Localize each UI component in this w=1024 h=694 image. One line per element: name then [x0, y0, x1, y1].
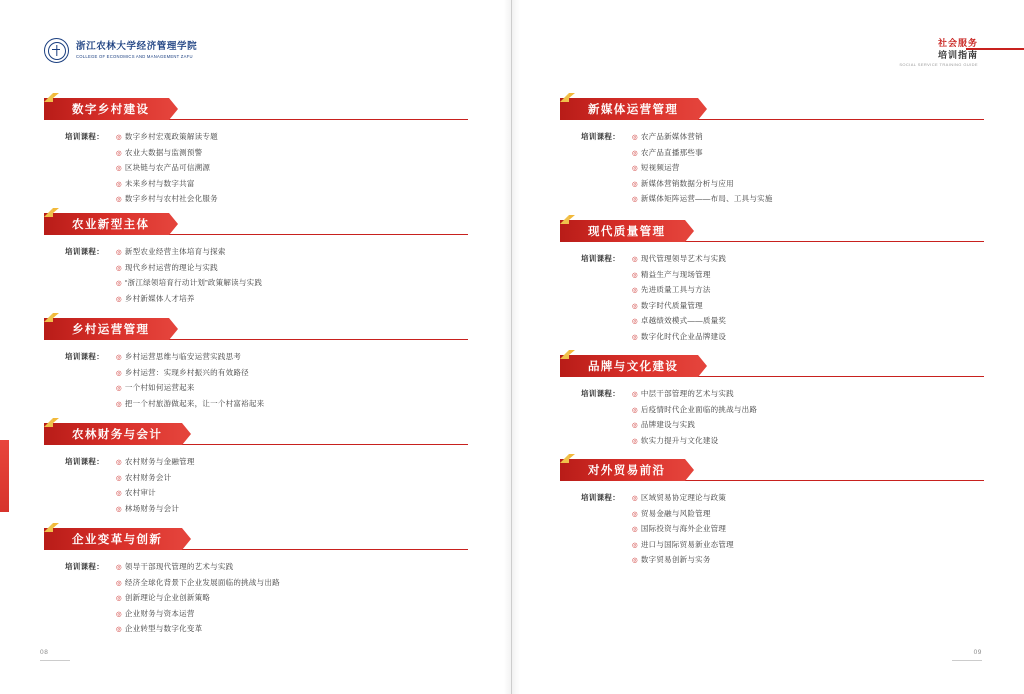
list-item — [116, 560, 280, 576]
section-block — [44, 98, 468, 208]
list-item-label: 先进质量工具与方法 — [640, 285, 711, 294]
list-item-label: 数字化时代企业品牌建设 — [640, 331, 727, 341]
list-item-label: 区域贸易协定理论与政策 — [640, 493, 727, 502]
list-item-label: “浙江绿领培育行动计划”政策解读与实践 — [124, 278, 263, 287]
section-flag — [44, 528, 182, 550]
list-item — [116, 471, 195, 487]
list-item — [632, 538, 734, 554]
list-item-label: 农村财务与金融管理 — [124, 457, 195, 466]
circle-bullet-icon: ◎ — [116, 610, 122, 618]
course-list — [108, 455, 195, 517]
section-header — [44, 98, 468, 120]
section-block — [44, 213, 468, 307]
section-title: 品牌与文化建设 — [588, 361, 679, 373]
circle-bullet-icon: ◎ — [116, 626, 122, 633]
list-item-label: 经济全球化背景下企业发展面临的挑战与出路 — [124, 577, 280, 587]
list-item — [116, 622, 280, 638]
circle-bullet-icon: ◎ — [632, 495, 638, 502]
course-label: 培训课程： — [65, 247, 104, 256]
section-block — [560, 355, 984, 449]
list-item-label: 企业财务与资本运营 — [124, 608, 195, 618]
header-rule — [966, 48, 1024, 50]
circle-bullet-icon: ◎ — [116, 249, 122, 256]
list-item-label: 农产品直播那些事 — [640, 147, 703, 157]
circle-bullet-icon: ◎ — [116, 295, 122, 303]
list-item — [116, 366, 264, 382]
list-item-label: 数字乡村与农村社会化服务 — [124, 194, 218, 203]
section-title: 数字乡村建设 — [72, 104, 150, 116]
circle-bullet-icon: ◎ — [632, 271, 638, 279]
circle-bullet-icon: ◎ — [632, 437, 638, 445]
section-title: 农林财务与会计 — [72, 429, 163, 441]
list-item — [632, 522, 734, 538]
list-item-label: 国际投资与海外企业管理 — [640, 524, 727, 533]
list-item-label: 乡村新媒体人才培养 — [124, 293, 195, 303]
list-item-label: 数字时代质量管理 — [640, 300, 703, 310]
folio-rule — [952, 660, 982, 661]
ribbon-fold-icon — [569, 454, 575, 459]
circle-bullet-icon: ◎ — [632, 256, 638, 263]
section-title: 对外贸易前沿 — [588, 465, 666, 477]
list-item-label: 乡村运营：实现乡村振兴的有效路径 — [124, 367, 249, 377]
circle-bullet-icon: ◎ — [116, 385, 122, 392]
list-item — [116, 591, 280, 607]
course-list — [624, 387, 757, 449]
list-item — [632, 130, 773, 146]
list-item-label: 一个村如何运营起来 — [124, 383, 195, 392]
circle-bullet-icon: ◎ — [632, 134, 638, 141]
circle-bullet-icon: ◎ — [632, 333, 638, 341]
section-header — [44, 528, 468, 550]
ribbon-corner-icon — [560, 350, 569, 359]
list-item-label: 企业转型与数字化变革 — [124, 624, 203, 633]
section-block — [44, 318, 468, 412]
circle-bullet-icon: ◎ — [632, 406, 638, 414]
section-title: 现代质量管理 — [588, 226, 666, 238]
course-list — [624, 130, 773, 208]
ribbon-corner-icon — [44, 418, 53, 427]
list-item — [632, 268, 726, 284]
circle-bullet-icon: ◎ — [632, 302, 638, 310]
page-edge-tab — [0, 440, 9, 512]
list-item — [116, 177, 218, 193]
section-flag — [44, 98, 169, 120]
circle-bullet-icon: ◎ — [116, 354, 122, 361]
list-item-label: 贸易金融与风险管理 — [640, 508, 711, 518]
section-header — [560, 355, 984, 377]
course-list — [108, 245, 262, 307]
section-header — [44, 423, 468, 445]
list-item — [116, 576, 280, 592]
list-item-label: 未来乡村与数字共富 — [124, 178, 195, 188]
list-item — [116, 350, 264, 366]
list-item — [116, 607, 280, 623]
circle-bullet-icon: ◎ — [632, 510, 638, 518]
list-item — [116, 455, 195, 471]
section-header — [560, 98, 984, 120]
course-list — [624, 491, 734, 569]
ribbon-corner-icon — [44, 208, 53, 217]
circle-bullet-icon: ◎ — [116, 180, 122, 188]
list-item-label: 乡村运营思维与临安运营实践思考 — [124, 352, 242, 361]
logo-name-cn: 浙江农林大学经济管理学院 — [76, 40, 198, 52]
right-page — [512, 0, 1024, 694]
list-item-label: 农村财务会计 — [124, 472, 172, 482]
section-header — [560, 459, 984, 481]
list-item-label: 品牌建设与实践 — [640, 420, 696, 429]
list-item — [632, 418, 757, 434]
circle-bullet-icon: ◎ — [116, 564, 122, 571]
section-title: 企业变革与创新 — [72, 534, 163, 546]
logo-name-en: COLLEGE OF ECONOMICS AND MANAGEMENT ZAFU — [76, 53, 193, 59]
section-header — [560, 220, 984, 242]
university-seal-icon — [44, 38, 69, 63]
folio-rule — [40, 660, 70, 661]
circle-bullet-icon: ◎ — [116, 474, 122, 482]
list-item — [116, 292, 262, 308]
list-item-label: 林场财务与会计 — [124, 503, 180, 513]
section-block — [44, 423, 468, 517]
brand-title-cn-secondary: 培训指南 — [937, 49, 978, 60]
circle-bullet-icon: ◎ — [116, 595, 122, 602]
circle-bullet-icon: ◎ — [116, 264, 122, 272]
circle-bullet-icon: ◎ — [116, 369, 122, 377]
list-item-label: 新媒体矩阵运营——布局、工具与实施 — [640, 194, 773, 203]
section-block — [560, 459, 984, 569]
section-block — [44, 528, 468, 638]
list-item — [116, 192, 218, 208]
list-item-label: 把一个村旅游做起来，让一个村富裕起来 — [124, 398, 265, 408]
course-label: 培训课程： — [65, 562, 104, 571]
university-logo — [44, 38, 197, 63]
list-item — [116, 502, 195, 518]
brand-title-en: SOCIAL SERVICE TRAINING GUIDE — [899, 62, 978, 68]
list-item-label: 短视频运营 — [640, 163, 680, 172]
section-flag — [44, 213, 169, 235]
course-list — [624, 252, 726, 345]
section-flag — [560, 459, 685, 481]
list-item — [632, 553, 734, 569]
list-item-label: 数字贸易创新与实务 — [640, 555, 711, 564]
brand-title-cn-primary: 社会服务 — [937, 38, 978, 48]
list-item — [632, 491, 734, 507]
circle-bullet-icon: ◎ — [632, 165, 638, 172]
section-header — [44, 318, 468, 340]
list-item-label: 领导干部现代管理的艺术与实践 — [124, 562, 234, 571]
circle-bullet-icon: ◎ — [116, 459, 122, 466]
ribbon-corner-icon — [44, 313, 53, 322]
list-item-label: 软实力提升与文化建设 — [640, 435, 719, 445]
section-title: 农业新型主体 — [72, 219, 150, 231]
list-item — [116, 381, 264, 397]
ribbon-fold-icon — [53, 93, 59, 98]
circle-bullet-icon: ◎ — [632, 196, 638, 203]
course-label: 培训课程： — [581, 493, 620, 502]
list-item-label: 后疫情时代企业面临的挑战与出路 — [640, 404, 758, 414]
list-item-label: 中层干部管理的艺术与实践 — [640, 389, 734, 398]
section-flag — [44, 423, 182, 445]
list-item — [116, 146, 218, 162]
circle-bullet-icon: ◎ — [632, 541, 638, 549]
circle-bullet-icon: ◎ — [116, 134, 122, 141]
list-item-label: 卓越绩效模式——质量奖 — [640, 316, 727, 325]
circle-bullet-icon: ◎ — [632, 422, 638, 429]
ribbon-fold-icon — [53, 523, 59, 528]
course-list — [108, 350, 264, 412]
list-item-label: 创新理论与企业创新策略 — [124, 593, 211, 602]
circle-bullet-icon: ◎ — [632, 180, 638, 188]
list-item-label: 区块链与农产品可信溯源 — [124, 163, 211, 172]
list-item — [632, 283, 726, 299]
list-item — [632, 434, 757, 450]
list-item-label: 精益生产与现场管理 — [640, 269, 711, 279]
circle-bullet-icon: ◎ — [632, 318, 638, 325]
list-item — [632, 330, 726, 346]
list-item — [632, 299, 726, 315]
section-title: 新媒体运营管理 — [588, 104, 679, 116]
section-header-brand — [899, 38, 978, 68]
course-label: 培训课程： — [65, 132, 104, 141]
circle-bullet-icon: ◎ — [632, 557, 638, 564]
circle-bullet-icon: ◎ — [116, 165, 122, 172]
list-item-label: 现代乡村运营的理论与实践 — [124, 262, 218, 272]
section-flag — [44, 318, 169, 340]
section-flag — [560, 220, 685, 242]
list-item — [116, 486, 195, 502]
ribbon-fold-icon — [569, 350, 575, 355]
list-item-label: 新媒体营销数据分析与应用 — [640, 178, 734, 188]
list-item-label: 农产品新媒体营销 — [640, 132, 703, 141]
section-header — [44, 213, 468, 235]
course-list — [108, 130, 218, 208]
ribbon-fold-icon — [569, 93, 575, 98]
circle-bullet-icon: ◎ — [632, 526, 638, 533]
list-item-label: 进口与国际贸易新业态管理 — [640, 539, 734, 549]
ribbon-fold-icon — [53, 418, 59, 423]
ribbon-corner-icon — [44, 523, 53, 532]
circle-bullet-icon: ◎ — [632, 391, 638, 398]
list-item-label: 数字乡村宏观政策解读专题 — [124, 132, 218, 141]
ribbon-fold-icon — [53, 313, 59, 318]
course-label: 培训课程： — [65, 352, 104, 361]
section-flag — [560, 355, 698, 377]
circle-bullet-icon: ◎ — [632, 287, 638, 294]
ribbon-corner-icon — [560, 454, 569, 463]
circle-bullet-icon: ◎ — [116, 505, 122, 513]
list-item — [116, 276, 262, 292]
circle-bullet-icon: ◎ — [116, 280, 122, 287]
section-block — [560, 98, 984, 208]
list-item — [632, 387, 757, 403]
ribbon-fold-icon — [569, 215, 575, 220]
list-item — [632, 177, 773, 193]
list-item — [632, 314, 726, 330]
ribbon-corner-icon — [560, 215, 569, 224]
list-item — [116, 245, 262, 261]
circle-bullet-icon: ◎ — [116, 490, 122, 497]
list-item-label: 新型农业经营主体培育与探索 — [124, 247, 226, 256]
list-item — [632, 146, 773, 162]
list-item-label: 现代管理领导艺术与实践 — [640, 254, 727, 263]
list-item — [632, 192, 773, 208]
course-label: 培训课程： — [581, 132, 620, 141]
list-item — [116, 130, 218, 146]
section-title: 乡村运营管理 — [72, 324, 150, 336]
ribbon-fold-icon — [53, 208, 59, 213]
ribbon-corner-icon — [44, 93, 53, 102]
page-number: 08 — [40, 649, 49, 656]
circle-bullet-icon: ◎ — [116, 400, 122, 408]
list-item — [632, 403, 757, 419]
section-block — [560, 220, 984, 345]
list-item — [632, 507, 734, 523]
list-item — [632, 161, 773, 177]
course-label: 培训课程： — [65, 457, 104, 466]
list-item — [632, 252, 726, 268]
circle-bullet-icon: ◎ — [116, 579, 122, 587]
circle-bullet-icon: ◎ — [116, 149, 122, 157]
course-label: 培训课程： — [581, 389, 620, 398]
list-item-label: 农村审计 — [124, 488, 156, 497]
ribbon-corner-icon — [560, 93, 569, 102]
list-item — [116, 261, 262, 277]
circle-bullet-icon: ◎ — [116, 196, 122, 203]
page-number: 09 — [973, 649, 982, 656]
course-list — [108, 560, 280, 638]
section-flag — [560, 98, 698, 120]
course-label: 培训课程： — [581, 254, 620, 263]
list-item — [116, 397, 264, 413]
circle-bullet-icon: ◎ — [632, 149, 638, 157]
list-item — [116, 161, 218, 177]
list-item-label: 农业大数据与监测预警 — [124, 147, 203, 157]
